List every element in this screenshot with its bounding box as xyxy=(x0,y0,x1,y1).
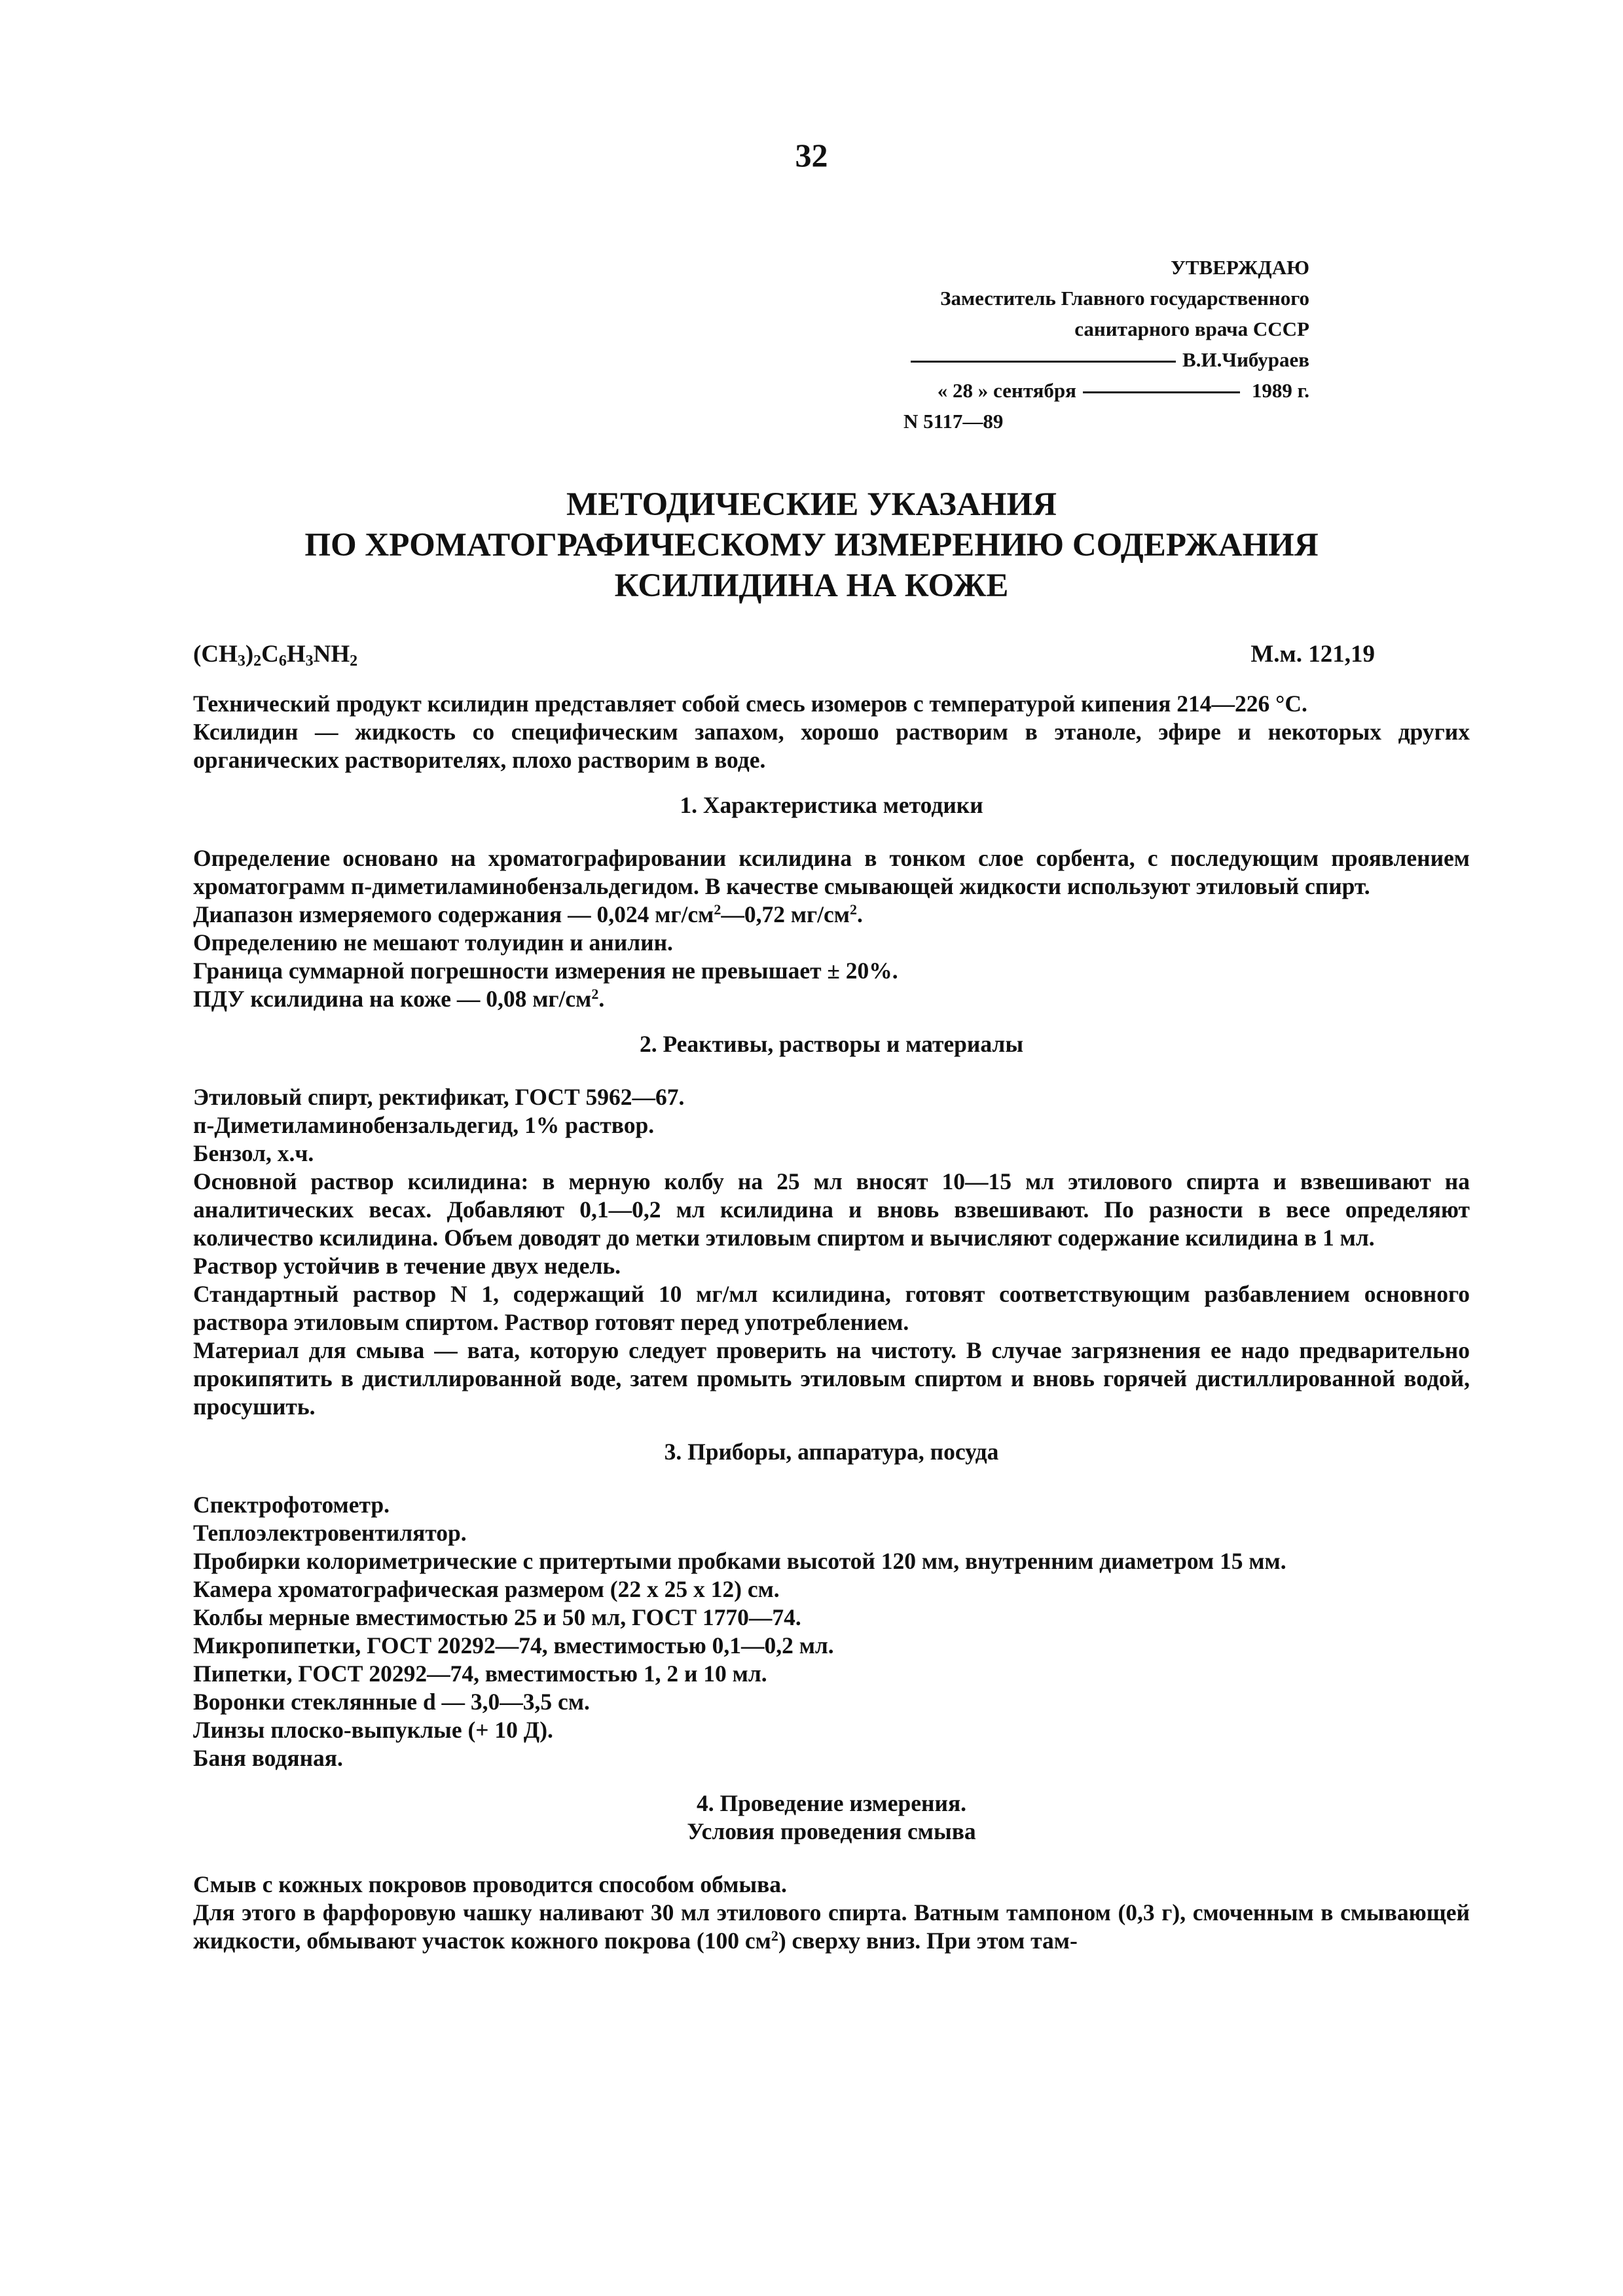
superscript: 2 xyxy=(714,901,721,918)
intro-paragraph: Технический продукт ксилидин представляет собой смесь изомеров с температурой кипения 214—226 °С. xyxy=(193,691,1307,717)
approval-date-day: « 28 » сентября xyxy=(937,379,1076,402)
text-run: . xyxy=(598,986,605,1012)
paragraph: Раствор устойчив в течение двух недель. xyxy=(193,1253,621,1279)
approval-signature-line xyxy=(903,344,1309,375)
page-number: 32 xyxy=(795,137,828,173)
list-item: Баня водяная. xyxy=(193,1745,343,1771)
formula-subscript: 3 xyxy=(305,653,314,670)
list-item: Камера хроматографическая размером (22 х 25 х 12) см. xyxy=(193,1576,780,1602)
formula-part: (CH xyxy=(193,641,238,668)
text-run: ) сверху вниз. При этом там- xyxy=(778,1928,1078,1954)
formula-subscript: 3 xyxy=(237,653,246,670)
formula-part: ) xyxy=(245,641,254,668)
list-item: Пипетки, ГОСТ 20292—74, вместимостью 1, 2 и 10 мл. xyxy=(193,1660,767,1687)
molecular-weight: М.м. 121,19 xyxy=(1250,641,1375,668)
approval-position-line2: санитарного врача СССР xyxy=(1074,317,1309,340)
paragraph: Материал для смыва — вата, которую следует проверить на чистоту. В случае загрязнения ее надо предварительно прокипятить в дистиллированной воде, затем промыть этиловым спиртом и вновь горячей дистиллированной водой, просушить. xyxy=(193,1337,1470,1420)
paragraph: Стандартный раствор N 1, содержащий 10 мг/мл ксилидина, готовят соответствующим разбавлением основного раствора этиловым спиртом. Раствор готовят перед употреблением. xyxy=(193,1281,1470,1335)
formula-part: NH xyxy=(313,641,350,668)
approval-position-line1: Заместитель Главного государственного xyxy=(940,287,1309,310)
formula-subscript: 6 xyxy=(278,653,287,670)
paragraph: Основной раствор ксилидина: в мерную колбу на 25 мл вносят 10—15 мл этилового спирта и взвешивают на аналитических весах. Добавляют 0,1—0,2 мл ксилидина и вновь взвешивают. По разности в весе определяют количество ксилидина. Объем доводят до метки этиловым спиртом и вычисляют содержание ксилидина в 1 мл. xyxy=(193,1168,1470,1251)
list-item: Бензол, х.ч. xyxy=(193,1140,314,1166)
approval-block xyxy=(903,252,1309,437)
title-line-3: КСИЛИДИНА НА КОЖЕ xyxy=(614,567,1009,604)
superscript: 2 xyxy=(849,901,857,918)
paragraph: Смыв с кожных покровов проводится способом обмыва. xyxy=(193,1871,787,1897)
approval-heading: УТВЕРЖДАЮ xyxy=(1171,256,1309,279)
list-item: Пробирки колориметрические с притертыми пробками высотой 120 мм, внутренним диаметром 15 мм. xyxy=(193,1548,1286,1574)
document-title xyxy=(196,484,1427,606)
formula-part: C xyxy=(261,641,279,668)
title-line-1: МЕТОДИЧЕСКИЕ УКАЗАНИЯ xyxy=(566,486,1057,523)
formula-subscript: 2 xyxy=(253,653,262,670)
list-item: Микропипетки, ГОСТ 20292—74, вместимостью 0,1—0,2 мл. xyxy=(193,1632,834,1659)
range-line xyxy=(193,901,1470,929)
section-heading xyxy=(193,1789,1470,1846)
paragraph: Граница суммарной погрешности измерения не превышает ± 20%. xyxy=(193,958,898,984)
section-heading-line-2: Условия проведения смыва xyxy=(687,1818,976,1844)
approval-date-line xyxy=(903,375,1309,406)
section-heading: 3. Приборы, аппаратура, посуда xyxy=(664,1439,999,1465)
section-heading-line-1: 4. Проведение измерения. xyxy=(696,1790,967,1816)
chemical-formula xyxy=(193,640,357,675)
text-run: Диапазон измеряемого содержания — 0,024 мг/см xyxy=(193,901,714,927)
text-run: ПДУ ксилидина на коже — 0,08 мг/см xyxy=(193,986,592,1012)
intro-paragraph: Ксилидин — жидкость со специфическим запахом, хорошо растворим в этаноле, эфире и некоторых других органических растворителях, плохо растворим в воде. xyxy=(193,719,1470,773)
text-run: Для этого в фарфоровую чашку наливают 30 мл этилового спирта. Ватным тампоном (0,3 г), смоченным в смывающей жидкости, обмывают участок кожного покрова (100 см xyxy=(193,1899,1470,1954)
list-item: Воронки стеклянные d — 3,0—3,5 см. xyxy=(193,1689,590,1715)
section-heading: 2. Реактивы, растворы и материалы xyxy=(639,1031,1024,1057)
formula-row xyxy=(193,640,1470,675)
list-item: Линзы плоско-выпуклые (+ 10 Д). xyxy=(193,1717,553,1743)
signature-blank xyxy=(911,361,1176,363)
document-body xyxy=(193,640,1470,1955)
superscript: 2 xyxy=(771,1928,778,1944)
approval-number: N 5117—89 xyxy=(903,410,1004,433)
list-item: Этиловый спирт, ректификат, ГОСТ 5962—67. xyxy=(193,1084,685,1110)
list-item: Спектрофотометр. xyxy=(193,1492,390,1518)
date-blank xyxy=(1083,391,1240,393)
list-item: Теплоэлектровентилятор. xyxy=(193,1520,467,1546)
text-run: . xyxy=(856,901,863,927)
approval-signatory: В.И.Чибураев xyxy=(1182,348,1309,371)
title-line-2: ПО ХРОМАТОГРАФИЧЕСКОМУ ИЗМЕРЕНИЮ СОДЕРЖАНИЯ xyxy=(304,527,1319,564)
list-item: п-Диметиламинобензальдегид, 1% раствор. xyxy=(193,1112,655,1138)
approval-date-year: 1989 г. xyxy=(1251,379,1309,402)
paragraph: Определение основано на хроматографировании ксилидина в тонком слое сорбента, с последующим проявлением хроматограмм п-диметиламинобензальдегидом. В качестве смывающей жидкости используют этиловый спирт. xyxy=(193,845,1470,899)
formula-part: H xyxy=(286,641,306,668)
pdu-line xyxy=(193,985,1470,1013)
superscript: 2 xyxy=(591,986,599,1002)
list-item: Колбы мерные вместимостью 25 и 50 мл, ГОСТ 1770—74. xyxy=(193,1604,801,1630)
text-run: —0,72 мг/см xyxy=(721,901,850,927)
section-heading: 1. Характеристика методики xyxy=(680,792,983,818)
paragraph-continued xyxy=(193,1899,1470,1955)
paragraph: Определению не мешают толуидин и анилин. xyxy=(193,929,673,956)
formula-subscript: 2 xyxy=(350,653,358,670)
